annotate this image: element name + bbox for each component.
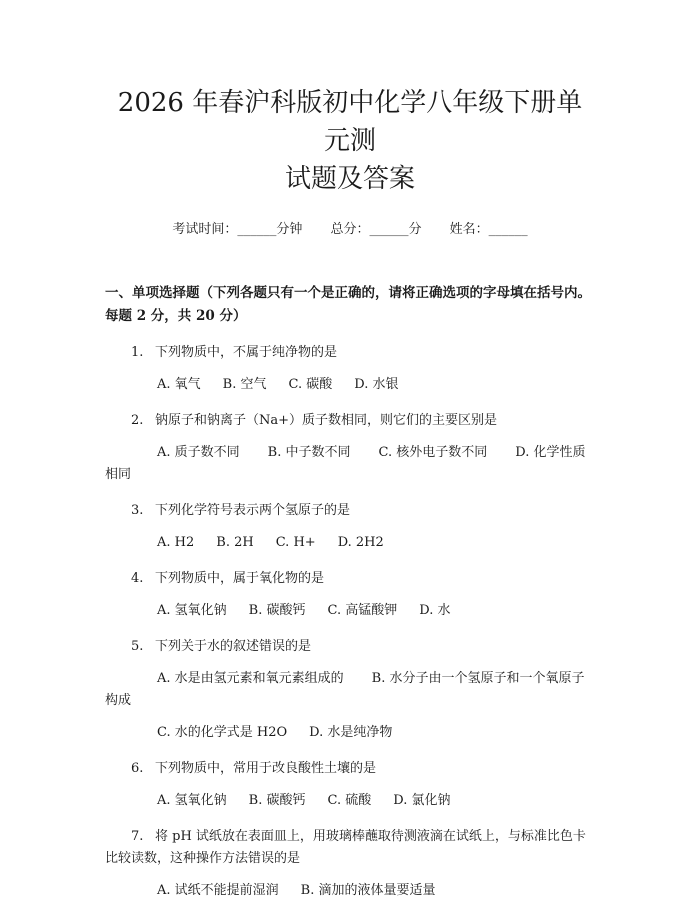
question (105, 636, 595, 658)
question-options (105, 374, 595, 396)
question-options (105, 532, 595, 554)
option: A. 氢氧化钠 (157, 603, 227, 618)
document-title (105, 0, 595, 198)
option: C. 核外电子数不同 (378, 445, 488, 460)
question-stem: 下列关于水的叙述错误的是 (155, 639, 312, 654)
title-line-2: 试题及答案 (284, 164, 415, 194)
option: C. 水的化学式是 H2O (157, 725, 288, 740)
option: D. 2H2 (337, 535, 384, 550)
question (105, 826, 595, 870)
question (105, 342, 595, 364)
question-options (105, 790, 595, 812)
question-stem: 将 pH 试纸放在表面皿上，用玻璃棒蘸取待测液滴在试纸上，与标准比色卡比较读数，这种操作方法错误的是 (105, 829, 586, 866)
question-stem: 下列物质中，属于氧化物的是 (155, 571, 325, 586)
option: B. 碳酸钙 (248, 793, 306, 808)
question-stem: 下列化学符号表示两个氢原子的是 (155, 503, 351, 518)
option: B. 空气 (222, 377, 267, 392)
question-stem: 下列物质中，不属于纯净物的是 (155, 345, 338, 360)
option: D. 化学性质相同 (105, 445, 586, 482)
question-number: 3. (131, 503, 144, 518)
question-stem: 钠原子和钠离子（Na+）质子数相同，则它们的主要区别是 (155, 413, 498, 428)
question-number: 4. (131, 571, 144, 586)
option: A. 水是由氢元素和氧元素组成的 (157, 671, 344, 686)
question (105, 758, 595, 780)
question (105, 568, 595, 590)
option: C. 碳酸 (288, 377, 333, 392)
question-number: 5. (131, 639, 144, 654)
option: D. 水是纯净物 (309, 725, 393, 740)
exam-meta (105, 220, 595, 240)
section-heading: 一、单项选择题（下列各题只有一个是正确的，请将正确选项的字母填在括号内。每题 2 分，共 20 分） (105, 285, 591, 324)
option: B. 2H (216, 535, 254, 550)
option: D. 水银 (354, 377, 399, 392)
option: A. 氢氧化钠 (157, 793, 227, 808)
question (105, 500, 595, 522)
option: A. 氧气 (157, 377, 201, 392)
question-number: 1. (131, 345, 144, 360)
option: C. 高锰酸钾 (327, 603, 398, 618)
question-options (105, 722, 595, 744)
option: A. H2 (157, 535, 195, 550)
option: A. 试纸不能提前湿润 (157, 883, 279, 898)
option: C. 硫酸 (327, 793, 372, 808)
question-options (105, 600, 595, 622)
student-name: 姓名：______ (449, 222, 528, 237)
option: B. 中子数不同 (267, 445, 351, 460)
question-number: 7. (131, 829, 144, 844)
question-options (105, 442, 595, 486)
exam-total-score: 总分：______分 (330, 222, 422, 237)
option: B. 滴加的液体量要适量 (300, 883, 436, 898)
question (105, 410, 595, 432)
option: B. 水分子由一个氢原子和一个氧原子构成 (105, 671, 585, 708)
question-options (105, 880, 595, 902)
option: D. 氯化钠 (393, 793, 451, 808)
question-stem: 下列物质中，常用于改良酸性土壤的是 (155, 761, 377, 776)
option: D. 水 (419, 603, 451, 618)
exam-time: 考试时间：______分钟 (172, 222, 303, 237)
question-options (105, 668, 595, 712)
option: C. H+ (275, 535, 316, 550)
question-number: 2. (131, 413, 144, 428)
question-number: 6. (131, 761, 144, 776)
option: B. 碳酸钙 (248, 603, 306, 618)
title-line-1: 2026 年春沪科版初中化学八年级下册单元测 (117, 88, 583, 156)
option: A. 质子数不同 (157, 445, 240, 460)
